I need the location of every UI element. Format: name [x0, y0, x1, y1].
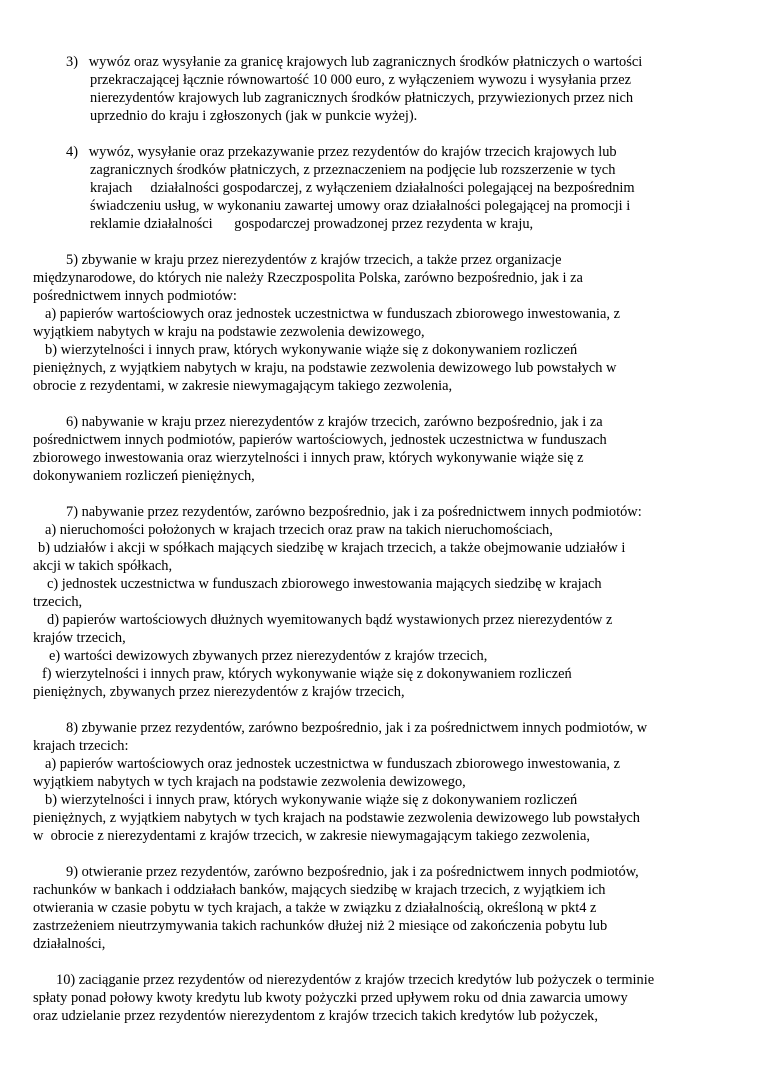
text-line: obrocie z rezydentami, w zakresie niewymagającym takiego zezwolenia, [33, 378, 453, 394]
text-line: pieniężnych, z wyjątkiem nabytych w tych krajach na podstawie zezwolenia dewizowego lub powstałych [33, 810, 640, 826]
text-line: zagranicznych środków płatniczych, z przeznaczeniem na podjęcie lub rozszerzenie w tych [90, 162, 616, 178]
text-line: 10) zaciąganie przez rezydentów od nierezydentów z krajów trzecich kredytów lub pożyczek o terminie [56, 972, 655, 988]
text-line: wyjątkiem nabytych w tych krajach na podstawie zezwolenia dewizowego, [33, 774, 466, 790]
text-line: a) papierów wartościowych oraz jednostek uczestnictwa w funduszach zbiorowego inwestowania, z [45, 306, 621, 322]
text-line: 3) wywóz oraz wysyłanie za granicę krajowych lub zagranicznych środków płatniczych o wartości [66, 54, 643, 70]
text-line: uprzednio do kraju i zgłoszonych (jak w punkcie wyżej). [90, 108, 418, 124]
text-line: spłaty ponad połowy kwoty kredytu lub kwoty pożyczki przed upływem roku od dnia zawarcia umowy [33, 990, 628, 1006]
text-line: w obrocie z nierezydentami z krajów trzecich, w zakresie niewymagającym takiego zezwolenia, [33, 828, 590, 844]
text-line: świadczeniu usług, w wykonaniu zawartej umowy oraz działalności polegającej na promocji i [90, 198, 631, 214]
text-line: międzynarodowe, do których nie należy Rzeczpospolita Polska, zarówno bezpośrednio, jak i za [33, 270, 583, 286]
text-line: zbiorowego inwestowania oraz wierzytelności i innych praw, których wykonywanie wiąże się z [33, 450, 584, 466]
text-line: akcji w takich spółkach, [33, 558, 173, 574]
text-line: d) papierów wartościowych dłużnych wyemitowanych bądź wystawionych przez nierezydentów z [47, 612, 613, 628]
text-line: dokonywaniem rozliczeń pieniężnych, [33, 468, 255, 484]
text-line: trzecich, [33, 594, 83, 610]
text-line: pieniężnych, zbywanych przez nierezydentów z krajów trzecich, [33, 684, 405, 700]
text-line: c) jednostek uczestnictwa w funduszach zbiorowego inwestowania mających siedzibę w krajach [47, 576, 602, 592]
text-line: krajach trzecich: [33, 738, 129, 754]
text-line: wyjątkiem nabytych w kraju na podstawie zezwolenia dewizowego, [33, 324, 425, 340]
text-line: oraz udzielanie przez rezydentów nierezydentom z krajów trzecich takich kredytów lub pożyczek, [33, 1008, 598, 1024]
text-line: 7) nabywanie przez rezydentów, zarówno bezpośrednio, jak i za pośrednictwem innych podmiotów: [66, 504, 642, 520]
text-line: pośrednictwem innych podmiotów: [33, 288, 237, 304]
text-line: a) nieruchomości położonych w krajach trzecich oraz praw na takich nieruchomościach, [45, 522, 553, 538]
text-line: b) wierzytelności i innych praw, których wykonywanie wiąże się z dokonywaniem rozliczeń [45, 792, 578, 808]
text-line: działalności, [33, 936, 106, 952]
text-line: 9) otwieranie przez rezydentów, zarówno bezpośrednio, jak i za pośrednictwem innych podmiotów, [66, 864, 639, 880]
text-line: pieniężnych, z wyjątkiem nabytych w kraju, na podstawie zezwolenia dewizowego lub powstałych w [33, 360, 617, 376]
text-line: pośrednictwem innych podmiotów, papierów wartościowych, jednostek uczestnictwa w funduszach [33, 432, 607, 448]
text-line: 8) zbywanie przez rezydentów, zarówno bezpośrednio, jak i za pośrednictwem innych podmiotów, w [66, 720, 648, 736]
text-line: 4) wywóz, wysyłanie oraz przekazywanie przez rezydentów do krajów trzecich krajowych lub [66, 144, 617, 160]
text-line: a) papierów wartościowych oraz jednostek uczestnictwa w funduszach zbiorowego inwestowania, z [45, 756, 621, 772]
text-line: 5) zbywanie w kraju przez nierezydentów z krajów trzecich, a także przez organizacje [66, 252, 562, 268]
text-line: 6) nabywanie w kraju przez nierezydentów z krajów trzecich, zarówno bezpośrednio, jak i za [66, 414, 603, 430]
text-line: nierezydentów krajowych lub zagranicznych środków płatniczych, przywiezionych przez nich [90, 90, 634, 106]
text-line: b) wierzytelności i innych praw, których wykonywanie wiąże się z dokonywaniem rozliczeń [45, 342, 578, 358]
text-line: zastrzeżeniem nieutrzymywania takich rachunków dłużej niż 2 miesiące od zakończenia pobytu lub [33, 918, 608, 934]
text-line: krajów trzecich, [33, 630, 126, 646]
text-line: reklamie działalności gospodarczej prowadzonej przez rezydenta w kraju, [90, 216, 534, 232]
text-line: krajach działalności gospodarczej, z wyłączeniem działalności polegającej na bezpośrednim [90, 180, 635, 196]
text-line: przekraczającej łącznie równowartość 10 000 euro, z wyłączeniem wywozu i wysyłania przez [90, 72, 631, 88]
text-line: otwierania w czasie pobytu w tych krajach, a także w związku z działalnością, określoną w pkt4 z [33, 900, 597, 916]
text-line: rachunków w bankach i oddziałach banków, mających siedzibę w krajach trzecich, z wyjątkiem ich [33, 882, 606, 898]
text-line: e) wartości dewizowych zbywanych przez nierezydentów z krajów trzecich, [49, 648, 488, 664]
text-line: f) wierzytelności i innych praw, których wykonywanie wiąże się z dokonywaniem rozliczeń [42, 666, 572, 682]
text-line: b) udziałów i akcji w spółkach mających siedzibę w krajach trzecich, a także obejmowanie udziałów i [38, 540, 626, 556]
